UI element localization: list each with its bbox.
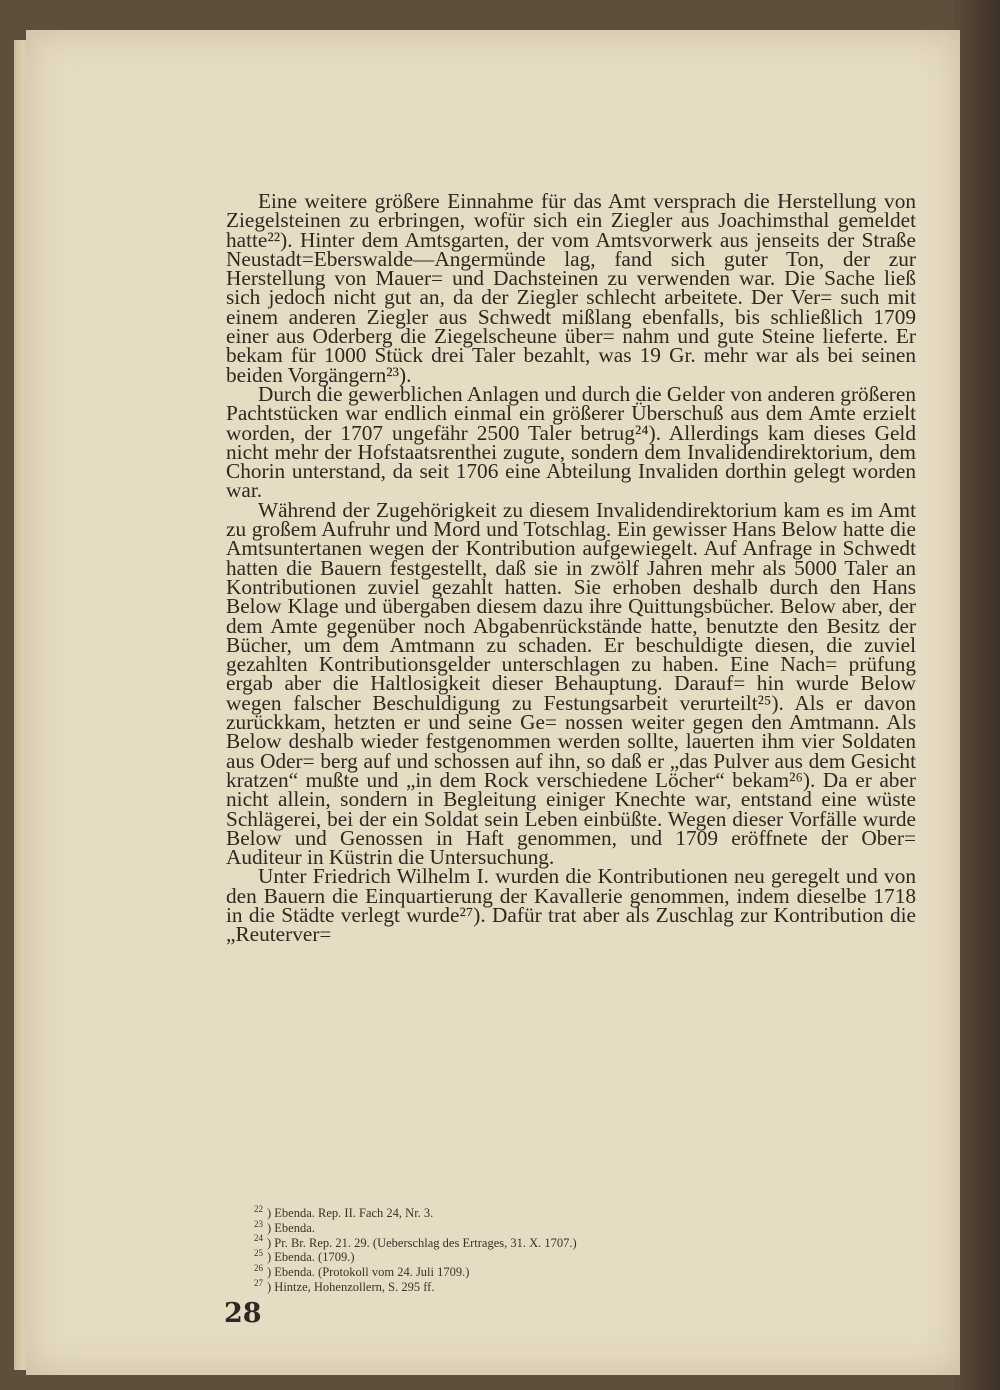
paragraph-4: Unter Friedrich Wilhelm I. wurden die Kontributionen neu geregelt und von den Bauern die Einquartierung der Kavallerie genommen, indem dieselbe 1718 in die Städte verlegt wurde²⁷). Dafür trat aber als Zuschlag zur Kontribution die „Reuterver=: [226, 864, 916, 947]
footnote-26: $^{26}$ ) Ebenda. (Protokoll vom 24. Juli 1709.): [254, 1263, 470, 1280]
paragraph-1: Eine weitere größere Einnahme für das Amt versprach die Herstellung von Ziegelsteinen zu erbringen, wofür sich ein Ziegler aus Joachimsthal gemeldet hatte²²). Hinter dem Amtsgarten, der vom Amtsvorwerk aus jenseits der Straße Neustadt=Eberswalde—Angermünde lag, fand sich guter Ton, der zur Herstellung von Mauer= und Dachsteinen zu verwenden war. Die Sache ließ sich jedoch nicht gut an, da der Ziegler schlecht arbeitete. Der Ver= such mit einem anderen Ziegler aus Schwedt mißlang ebenfalls, bis schließlich 1709 einer aus Oderberg die Ziegelscheune über= nahm und gute Steine lieferte. Er bekam für 1000 Stück drei Taler bezahlt, was 19 Gr. mehr war als bei seinen beiden Vorgängern²³).: [226, 189, 916, 387]
page-number: 28: [224, 1298, 262, 1329]
footnotes: [254, 1203, 894, 1295]
paragraph-2: Durch die gewerblichen Anlagen und durch die Gelder von anderen größeren Pachtstücken war endlich einmal ein größerer Überschuß aus dem Amte erzielt worden, der 1707 ungefähr 2500 Taler betrug²⁴). Allerdings kam dieses Geld nicht mehr der Hofstaatsrenthei zugute, sondern dem Invalidendirektorium, dem Chorin unterstand, da seit 1706 eine Abteilung Invaliden dorthin gelegt worden war.: [226, 381, 916, 503]
body-text: [226, 189, 916, 947]
book-page: [26, 30, 960, 1375]
footnote-24: $^{24}$ ) Pr. Br. Rep. 21. 29. (Ueberschlag des Ertrages, 31. X. 1707.): [254, 1233, 577, 1250]
footnote-22: $^{22}$ ) Ebenda. Rep. II. Fach 24, Nr. 3.: [254, 1203, 434, 1220]
paragraph-3: Während der Zugehörigkeit zu diesem Invalidendirektorium kam es im Amt zu großem Aufruhr und Mord und Totschlag. Ein gewisser Hans Below hatte die Amtsuntertanen wegen der Kontribution aufgewiegelt. Auf Anfrage in Schwedt hatten die Bauern festgestellt, daß sie in zwölf Jahren mehr als 5000 Taler an Kontributionen zuviel gezahlt hatten. Sie erhoben deshalb durch den Hans Below Klage und übergaben diesem dazu ihre Quittungsbücher. Below aber, der dem Amte gegenüber noch Abgabenrückstände hatte, benutzte den Besitz der Bücher, um dem Amtmann zu schaden. Er beschuldigte diesen, die zuviel gezahlten Kontributionsgelder unterschlagen zu haben. Eine Nach= prüfung ergab aber die Haltlosigkeit dieser Behauptung. Darauf= hin wurde Below wegen falscher Beschuldigung zu Festungsarbeit verurteilt²⁵). Als er davon zurückkam, hetzten er und seine Ge= nossen weiter gegen den Amtmann. Als Below deshalb wieder festgenommen werden sollte, lauerten ihm vier Soldaten aus Oder= berg auf und schossen auf ihn, so daß er „das Pulver aus dem Gesicht kratzen“ mußte und „in dem Rock verschiedene Löcher“ bekam²⁶). Da er aber nicht allein, sondern in Begleitung einiger Knechte war, entstand eine wüste Schlägerei, bei der ein Soldat sein Leben einbüßte. Wegen dieser Vorfälle wurde Below und Genossen in Haft genommen, und 1709 eröffnete der Ober= Auditeur in Küstrin die Untersuchung.: [226, 497, 916, 870]
footnote-23: $^{23}$ ) Ebenda.: [254, 1218, 315, 1235]
footnote-25: $^{25}$ ) Ebenda. (1709.): [254, 1248, 355, 1265]
footnote-27: $^{27}$ ) Hintze, Hohenzollern, S. 295 ff.: [254, 1277, 435, 1294]
binding-shadow: [954, 0, 1000, 1390]
